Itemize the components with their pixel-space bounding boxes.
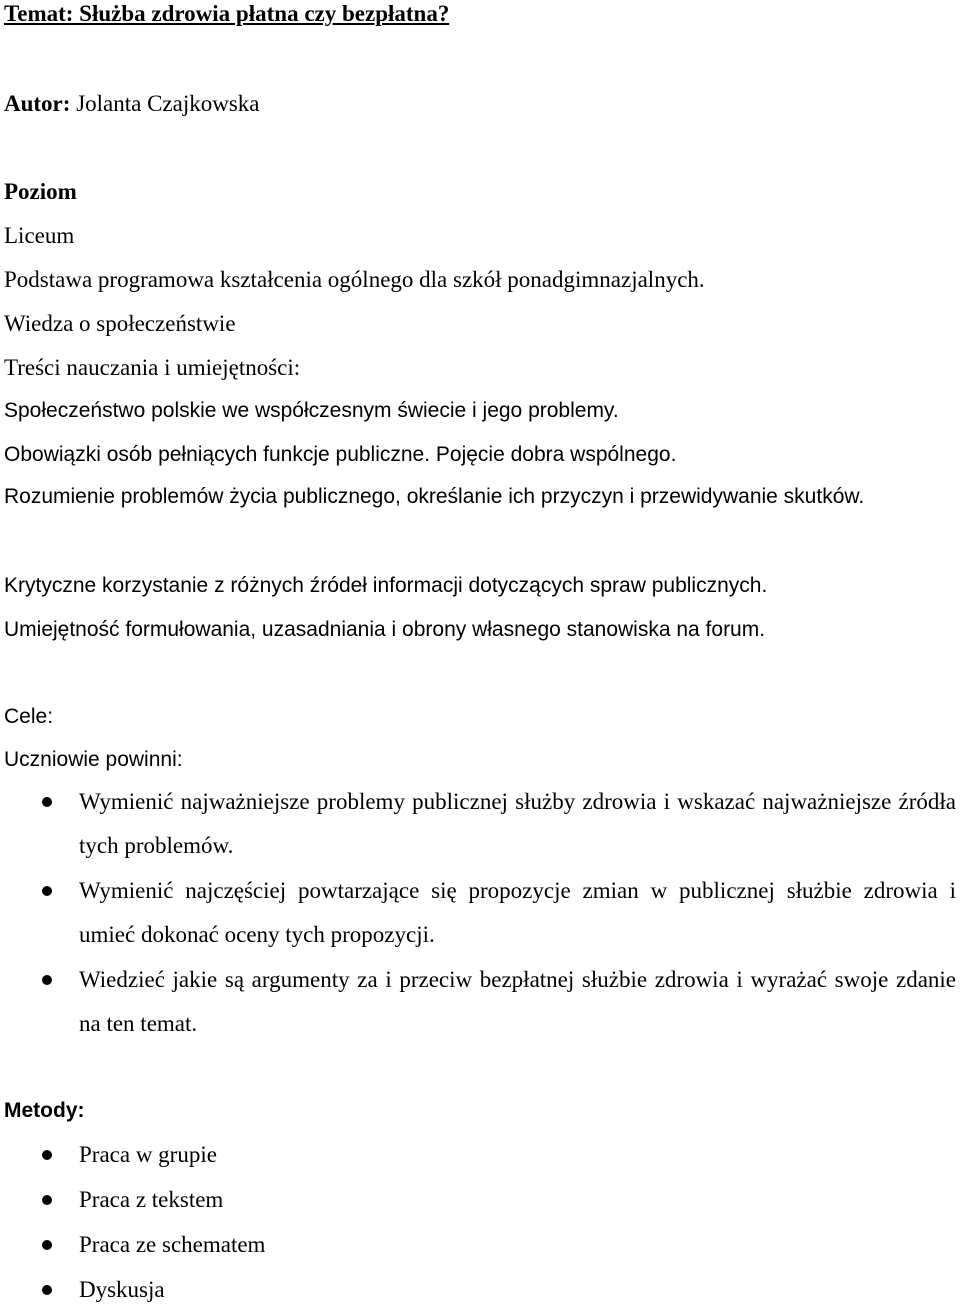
author-line: [4, 90, 260, 118]
bullet-icon: [42, 1195, 52, 1205]
curriculum-content-heading: Treści nauczania i umiejętności:: [4, 355, 301, 380]
method-text: Praca ze schematem: [79, 1232, 266, 1257]
goals-intro: Uczniowie powinni:: [4, 748, 183, 771]
level-heading: Poziom: [4, 179, 77, 204]
curriculum-item: Rozumienie problemów życia publicznego, określanie ich przyczyn i przewidywanie skutków.: [4, 485, 865, 508]
bullet-icon: [42, 797, 52, 807]
curriculum-item: Krytyczne korzystanie z różnych źródeł informacji dotyczących spraw publicznych.: [4, 574, 768, 597]
bullet-icon: [42, 1285, 52, 1295]
method-text: Praca w grupie: [79, 1142, 217, 1167]
goal-text: Wymienić najczęściej powtarzające się propozycje zmian w publicznej służbie zdrowia i umieć dokonać oceny tych propozycji.: [79, 878, 956, 947]
method-text: Praca z tekstem: [79, 1187, 224, 1212]
bullet-icon: [42, 886, 52, 896]
bullet-icon: [42, 975, 52, 985]
author-label: Autor:: [4, 91, 71, 116]
curriculum-item: Obowiązki osób pełniących funkcje publiczne. Pojęcie dobra wspólnego.: [4, 443, 677, 466]
curriculum-base: Podstawa programowa kształcenia ogólnego dla szkół ponadgimnazjalnych.: [4, 267, 705, 292]
author-name: Jolanta Czajkowska: [70, 91, 260, 116]
curriculum-item: Społeczeństwo polskie we współczesnym świecie i jego problemy.: [4, 399, 619, 422]
curriculum-item: Umiejętność formułowania, uzasadniania i obrony własnego stanowiska na forum.: [4, 618, 766, 641]
bullet-icon: [42, 1150, 52, 1160]
level-value: Liceum: [4, 223, 75, 248]
bullet-icon: [42, 1240, 52, 1250]
goal-text: Wiedzieć jakie są argumenty za i przeciw bezpłatnej służbie zdrowia i wyrażać swoje zdanie na ten temat.: [79, 967, 956, 1036]
method-text: Dyskusja: [79, 1277, 165, 1302]
curriculum-subject: Wiedza o społeczeństwie: [4, 311, 236, 336]
goals-heading: Cele:: [4, 705, 54, 728]
methods-heading: Metody:: [4, 1099, 85, 1122]
goal-text: Wymienić najważniejsze problemy publicznej służby zdrowia i wskazać najważniejsze źródła tych problemów.: [79, 789, 956, 858]
page-title: Temat: Służba zdrowia płatna czy bezpłatna?: [4, 1, 450, 26]
